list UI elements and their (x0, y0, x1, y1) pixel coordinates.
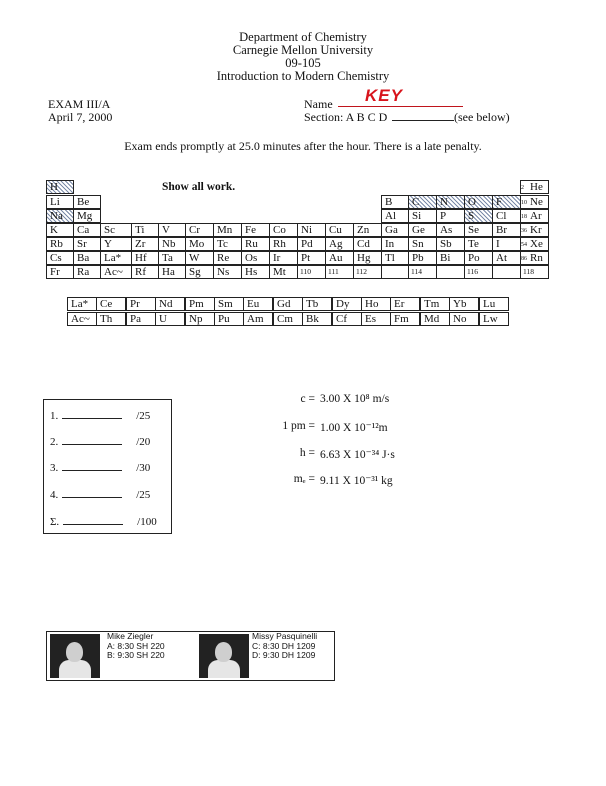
element-cell: Rb (46, 237, 74, 251)
element-cell: Li (46, 195, 74, 209)
instructor-name: Mike Ziegler (107, 631, 154, 641)
element-cell: Ba (73, 251, 101, 265)
element-cell: Th (96, 312, 126, 326)
atomic-number-label: 2 (521, 185, 524, 191)
element-cell: Mt (269, 265, 298, 279)
element-cell: Sr (73, 237, 101, 251)
element-cell: Ga (381, 223, 409, 237)
instructor-section: B: 9:30 SH 220 (107, 650, 165, 660)
element-cell: Gd (273, 297, 303, 311)
element-cell: 112 (353, 265, 382, 279)
element-cell: Cu (325, 223, 354, 237)
element-cell: W (185, 251, 214, 265)
element-cell: Cd (353, 237, 382, 251)
element-cell: Sm (214, 297, 244, 311)
element-cell (492, 265, 521, 279)
atomic-number-label: 18 (521, 214, 527, 220)
notice-text: Exam ends promptly at 25.0 minutes after the hour. There is a late penalty. (124, 139, 482, 153)
element-cell: Al (381, 209, 409, 223)
score-blank[interactable] (62, 487, 122, 498)
instructor-section: A: 8:30 SH 220 (107, 640, 165, 651)
section-underline (392, 120, 454, 121)
element-cell: Tb (302, 297, 332, 311)
element-cell: 111 (325, 265, 354, 279)
score-blank[interactable] (62, 408, 122, 419)
element-cell: Cm (273, 312, 303, 326)
constant-value: 6.63 X 10⁻³⁴ J·s (320, 449, 395, 461)
element-cell: Hg (353, 251, 382, 265)
score-row (50, 514, 157, 528)
name-label: Name (304, 97, 333, 111)
element-cell: Lw (479, 312, 509, 326)
notice (0, 139, 606, 154)
element-cell: C (408, 195, 437, 209)
score-label: Σ. (50, 516, 60, 528)
department-line: Department of Chemistry (239, 30, 367, 44)
element-cell: Na (46, 209, 74, 223)
element-cell: Nd (155, 297, 185, 311)
instructor-photo (50, 634, 100, 678)
score-max: /25 (136, 489, 151, 501)
element-cell: Rh (269, 237, 298, 251)
element-cell: At (492, 251, 521, 265)
element-cell: B (381, 195, 409, 209)
element-cell: Ce (96, 297, 126, 311)
atomic-number-label: 10 (521, 200, 527, 206)
element-cell: 114 (408, 265, 437, 279)
element-cell (436, 265, 465, 279)
element-cell: 118 (520, 265, 549, 279)
element-cell: Am (243, 312, 273, 326)
element-cell: P (436, 209, 465, 223)
element-cell: Hs (241, 265, 270, 279)
element-cell: I (492, 237, 521, 251)
constant-value: 1.00 X 10⁻¹²m (320, 422, 388, 434)
element-cell: La* (100, 251, 132, 265)
score-blank[interactable] (62, 460, 122, 471)
instructor-name: Missy Pasquinelli (252, 631, 318, 641)
element-cell: Ha (158, 265, 186, 279)
element-cell: Ti (131, 223, 159, 237)
score-label: 2. (50, 436, 59, 448)
element-cell: Se (464, 223, 493, 237)
section-note: (see below) (454, 110, 510, 124)
element-cell: U (155, 312, 185, 326)
element-cell: Lu (479, 297, 509, 311)
name-value: KEY (365, 86, 403, 105)
score-max: /25 (136, 410, 151, 422)
element-cell: Ag (325, 237, 354, 251)
element-cell: Ns (213, 265, 242, 279)
element-cell: F (492, 195, 521, 209)
element-cell: Kr (520, 223, 549, 237)
score-box (43, 399, 172, 534)
score-row (50, 408, 150, 422)
atomic-number-label: 86 (521, 256, 527, 262)
element-cell: Ta (158, 251, 186, 265)
constant-value: 9.11 X 10⁻³¹ kg (320, 475, 393, 487)
instructor-section: D: 9:30 DH 1209 (252, 650, 316, 660)
element-cell: Ru (241, 237, 270, 251)
element-cell: Ca (73, 223, 101, 237)
element-cell: Mo (185, 237, 214, 251)
element-cell: He (520, 180, 549, 194)
element-cell: Pr (126, 297, 156, 311)
element-cell: Sn (408, 237, 437, 251)
score-label: 3. (50, 462, 59, 474)
element-cell: Ar (520, 209, 549, 223)
element-cell: Ir (269, 251, 298, 265)
element-cell: Rn (520, 251, 549, 265)
element-cell: Es (361, 312, 391, 326)
university-line: Carnegie Mellon University (232, 43, 374, 57)
element-cell: Tl (381, 251, 409, 265)
element-cell: Au (325, 251, 354, 265)
element-cell: S (464, 209, 493, 223)
element-cell: Zn (353, 223, 382, 237)
constant-symbol: c = (300, 393, 315, 405)
constant-symbol: h = (299, 447, 315, 459)
element-cell: La* (67, 297, 97, 311)
element-cell: Po (464, 251, 493, 265)
element-cell: Ne (520, 195, 549, 209)
element-cell: Bi (436, 251, 465, 265)
element-cell: In (381, 237, 409, 251)
score-row (50, 434, 150, 448)
score-blank[interactable] (62, 434, 122, 445)
course-number: 09-105 (285, 56, 321, 70)
element-cell: Tc (213, 237, 242, 251)
element-cell: Pb (408, 251, 437, 265)
element-cell: Np (185, 312, 215, 326)
element-cell: Os (241, 251, 270, 265)
element-cell: Sg (185, 265, 214, 279)
element-cell: Br (492, 223, 521, 237)
element-cell: Co (269, 223, 298, 237)
element-cell: H (46, 180, 74, 194)
element-cell: As (436, 223, 465, 237)
score-blank[interactable] (63, 514, 123, 525)
element-cell: K (46, 223, 74, 237)
element-cell: O (464, 195, 493, 209)
score-max: /20 (136, 436, 151, 448)
exam-date: April 7, 2000 (48, 110, 113, 124)
element-cell: Er (390, 297, 420, 311)
element-cell: Eu (243, 297, 273, 311)
element-cell: Si (408, 209, 437, 223)
element-cell: Cr (185, 223, 214, 237)
element-cell (381, 265, 409, 279)
element-cell: Ho (361, 297, 391, 311)
element-cell: Sc (100, 223, 132, 237)
element-cell: Ac~ (100, 265, 132, 279)
element-cell: Pa (126, 312, 156, 326)
element-cell: Bk (302, 312, 332, 326)
score-row (50, 487, 150, 501)
element-cell: V (158, 223, 186, 237)
score-row (50, 460, 150, 474)
instructor-section: C: 8:30 DH 1209 (252, 640, 316, 651)
section-label: Section: A B C D (304, 110, 388, 124)
atomic-number-label: 36 (521, 228, 527, 234)
element-cell: Rf (131, 265, 159, 279)
element-cell: Md (420, 312, 450, 326)
element-cell: Fe (241, 223, 270, 237)
element-cell: Sb (436, 237, 465, 251)
element-cell: Cf (332, 312, 362, 326)
score-label: 4. (50, 489, 59, 501)
element-cell: Re (213, 251, 242, 265)
name-underline (338, 106, 463, 107)
constant-symbol: mₑ = (293, 473, 315, 485)
element-cell: 116 (464, 265, 493, 279)
show-work: Show all work. (162, 181, 236, 193)
element-cell: 110 (297, 265, 326, 279)
course-title: Introduction to Modern Chemistry (216, 69, 390, 83)
element-cell: Hf (131, 251, 159, 265)
element-cell: Zr (131, 237, 159, 251)
element-cell: Ni (297, 223, 326, 237)
element-cell: N (436, 195, 465, 209)
element-cell: Dy (332, 297, 362, 311)
constant-symbol: 1 pm = (282, 420, 315, 432)
score-max: /100 (137, 516, 157, 528)
element-cell: Xe (520, 237, 549, 251)
instructor-photo (199, 634, 249, 678)
element-cell: Pt (297, 251, 326, 265)
atomic-number-label: 54 (521, 242, 527, 248)
instructor-panel (46, 631, 335, 681)
element-cell: Be (73, 195, 101, 209)
score-label: 1. (50, 410, 59, 422)
element-cell: Mn (213, 223, 242, 237)
element-cell: Te (464, 237, 493, 251)
exam-title: EXAM III/A (48, 97, 111, 111)
element-cell: Ra (73, 265, 101, 279)
element-cell: Ge (408, 223, 437, 237)
element-cell: Ac~ (67, 312, 97, 326)
constant-value: 3.00 X 10⁸ m/s (320, 393, 390, 405)
element-cell: Cs (46, 251, 74, 265)
element-cell: Yb (449, 297, 479, 311)
element-cell: Fm (390, 312, 420, 326)
instructor-info (107, 632, 165, 661)
element-cell: Fr (46, 265, 74, 279)
element-cell: Nb (158, 237, 186, 251)
element-cell: Cl (492, 209, 521, 223)
element-cell: Pd (297, 237, 326, 251)
score-max: /30 (136, 462, 151, 474)
element-cell: Pu (214, 312, 244, 326)
element-cell: Pm (185, 297, 215, 311)
instructor-info (252, 632, 317, 661)
element-cell: Mg (73, 209, 101, 223)
element-cell: No (449, 312, 479, 326)
element-cell: Tm (420, 297, 450, 311)
element-cell: Y (100, 237, 132, 251)
